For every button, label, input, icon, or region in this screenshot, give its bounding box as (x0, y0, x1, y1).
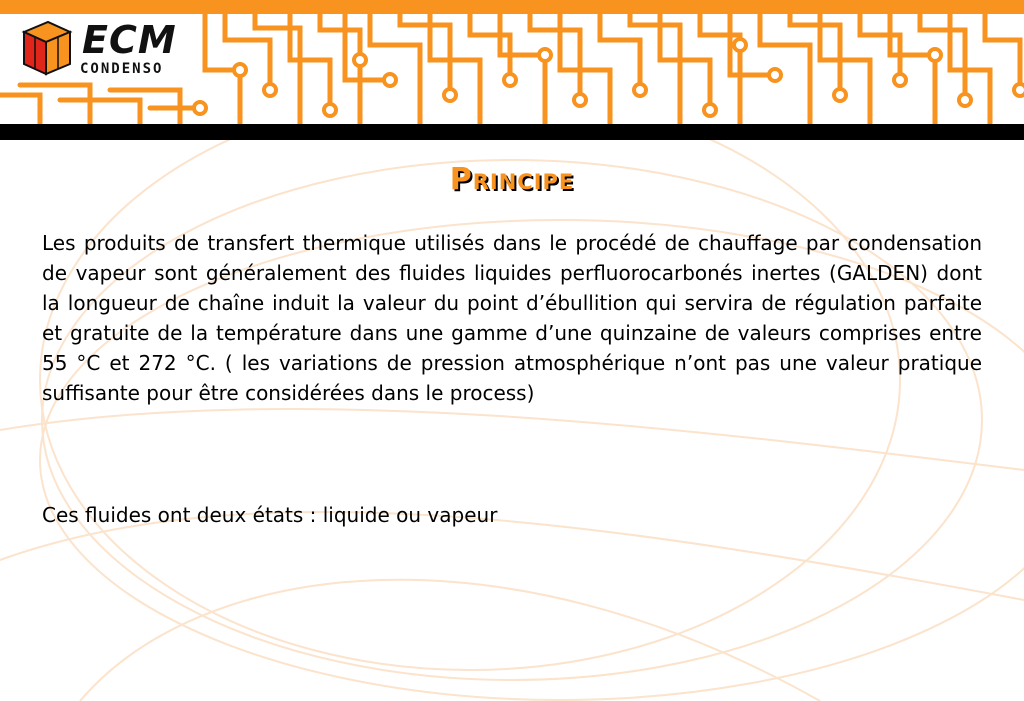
slide-title: Principe (449, 162, 575, 197)
slide-body (42, 228, 982, 527)
logo-subtitle: CONDENSO (80, 61, 164, 77)
header-divider (0, 124, 1024, 140)
logo-brand: ECM (82, 18, 177, 62)
body-paragraph-2: Ces fluides ont deux états : liquide ou vapeur (42, 503, 498, 527)
circuit-header (0, 0, 1024, 140)
body-paragraph-1: Les produits de transfert thermique utilisés dans le procédé de chauffage par condensation de vapeur sont généralement des fluides liquides perfluorocarbonés inertes (GALDEN) dont la longueur de chaîne induit la valeur du point d’ébullition qui servira de régulation parfaite et gratuite de la température dans une gamme d’une quinzaine de valeurs comprises entre 55 °C et 272 °C. ( les variations de pression atmosphérique n’ont pas une valeur pratique suffisante pour être considérées dans le process) (42, 231, 982, 405)
cube-icon (18, 18, 74, 78)
ecm-condenso-logo (18, 18, 196, 82)
